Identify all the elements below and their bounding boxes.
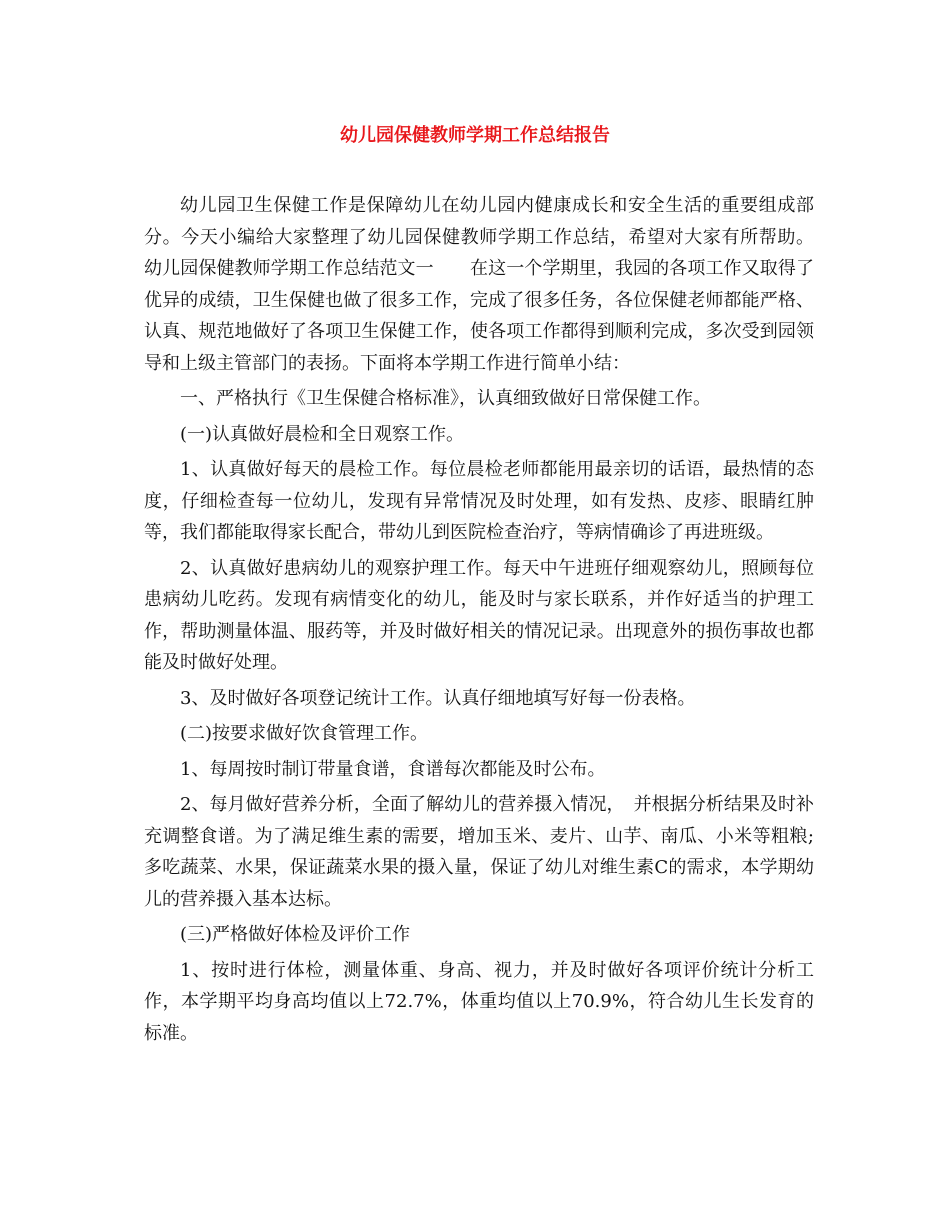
- subsection-heading-1: (一)认真做好晨检和全日观察工作。: [180, 423, 465, 445]
- paragraph-menu: 1、每周按时制订带量食谱，食谱每次都能及时公布。: [180, 758, 606, 780]
- paragraph-nutrition: 2、每月做好营养分析，全面了解幼儿的营养摄入情况， 并根据分析结果及时补充调整食谱。为了满足维生素的需要，增加玉米、麦片、山芋、南瓜、小米等粗粮;多吃蔬菜、水果，保证蔬菜水果的摄入量，保证了幼儿对维生素C的需求，本学期幼儿的营养摄入基本达标。: [144, 794, 814, 910]
- document-title: 幼儿园保健教师学期工作总结报告: [340, 125, 610, 146]
- paragraph-sick-care: 2、认真做好患病幼儿的观察护理工作。每天中午进班仔细观察幼儿，照顾每位患病幼儿吃药。发现有病情变化的幼儿，能及时与家长联系，并作好适当的护理工作，帮助测量体温、服药等，并及时做好相关的情况记录。出现意外的损伤事故也都能及时做好处理。: [144, 557, 814, 673]
- paragraph-physical-exam: 1、按时进行体检，测量体重、身高、视力，并及时做好各项评价统计分析工作，本学期平均身高均值以上72.7%，体重均值以上70.9%，符合幼儿生长发育的标准。: [144, 959, 814, 1044]
- subsection-heading-2: (二)按要求做好饮食管理工作。: [180, 723, 429, 744]
- section-heading-1: 一、严格执行《卫生保健合格标准》，认真细致做好日常保健工作。: [180, 388, 711, 409]
- paragraph-records: 3、及时做好各项登记统计工作。认真仔细地填写好每一份表格。: [180, 687, 696, 709]
- paragraph-morning-check: 1、认真做好每天的晨检工作。每位晨检老师都能用最亲切的话语，最热情的态度，仔细检查每一位幼儿，发现有异常情况及时处理，如有发热、皮疹、眼睛红肿等，我们都能取得家长配合，带幼儿到医院检查治疗，等病情确诊了再进班级。: [144, 459, 814, 543]
- document-body: [144, 190, 814, 1053]
- subsection-heading-3: (三)严格做好体检及评价工作: [180, 924, 411, 945]
- paragraph-intro: 幼儿园卫生保健工作是保障幼儿在幼儿园内健康成长和安全生活的重要组成部分。今天小编给大家整理了幼儿园保健教师学期工作总结，希望对大家有所帮助。 幼儿园保健教师学期工作总结范文一 在这一个学期里，我园的各项工作又取得了优异的成绩，卫生保健也做了很多工作，完成了很多任务，各位保健老师都能严格、认真、规范地做好了各项卫生保健工作，使各项工作都得到顺利完成，多次受到园领导和上级主管部门的表扬。下面将本学期工作进行简单小结：: [144, 195, 814, 374]
